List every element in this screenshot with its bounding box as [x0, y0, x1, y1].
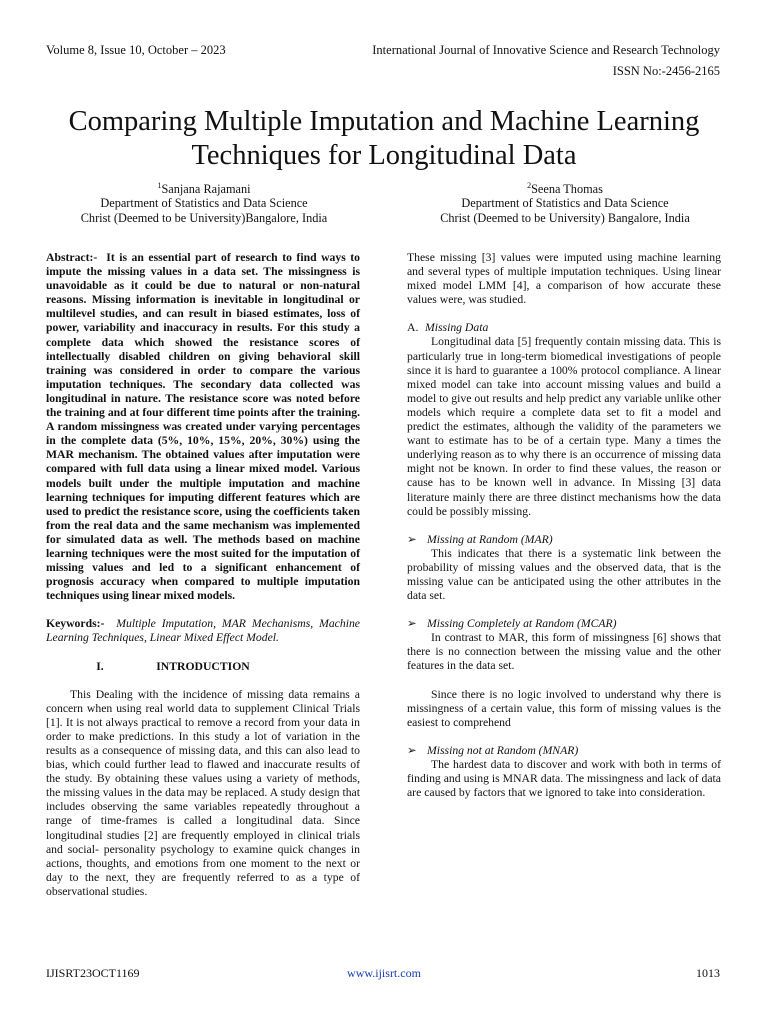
paper-title: Comparing Multiple Imputation and Machine Learning Techniques for Longitudinal Data	[68, 106, 700, 172]
author-department: Department of Statistics and Data Science	[100, 196, 308, 211]
issn: ISSN No:-2456-2165	[612, 64, 720, 78]
abstract-label: Abstract:-	[46, 251, 98, 264]
missing-data-paragraph: Longitudinal data [5] frequently contain missing data. This is particularly true in long-term biomedical investigations of people since it is hard to guarantee a 100% protocol compliance. A linear mixed model can take into account missing values and build a model to give out results and help predict any variable unlike other models which require a complete data set to fit a model and predict the estimates, although the validity of the parameters we want to estimate has to be of a certain type. Many a times the underlying reason as to why there is an occurrence of missing data might not be known. In order to find these values, the reason or cause has to be known well in advance. In Missing [3] data literature mainly there are three distinct mechanisms how the data could be possibly missing.	[407, 335, 721, 518]
intro-continued: These missing [3] values were imputed using machine learning and several types of multiple imputation techniques. Using linear mixed model LMM [4], a comparison of how accurate these values were, was studied.	[407, 251, 721, 307]
mnar-paragraph: The hardest data to discover and work with both in terms of finding and using is MNAR data. The missingness and lack of data are caused by factors that we ignored to take into consideration.	[407, 757, 721, 800]
author-institution: Christ (Deemed to be University) Bangalore, India	[440, 210, 690, 225]
bullet-heading-mar	[407, 533, 721, 547]
section-number: I.	[96, 659, 104, 673]
section-title: INTRODUCTION	[156, 659, 250, 673]
paper-id: IJISRT23OCT1169	[46, 966, 140, 980]
subsection-heading-missing-data	[407, 321, 721, 335]
subsection-title: Missing Data	[425, 321, 489, 335]
mcar-paragraph: In contrast to MAR, this form of missingness [6] shows that there is no connection between the missing value and the other features in the data set.	[407, 631, 721, 673]
bullet-heading-mnar	[407, 744, 721, 758]
section-heading-introduction	[46, 660, 360, 674]
mcar-paragraph-2: Since there is no logic involved to understand why there is missingness of a certain value, this form of missing values is the easiest to comprehend	[407, 687, 721, 729]
journal-website-link[interactable]: www.ijisrt.com	[347, 966, 421, 980]
bullet-title: Missing Completely at Random (MCAR)	[427, 617, 617, 631]
author-number: 2	[527, 181, 532, 190]
keywords-text: Multiple Imputation, MAR Mechanisms, Machine Learning Techniques, Linear Mixed Effect Model.	[46, 617, 360, 645]
abstract-text: It is an essential part of research to find ways to impute the missing values in a data set. The missingness is unavoidable as it could be due to natural or non-natural reasons. Missing information is inevitable in longitudinal or multilevel studies, and can result in biased estimates, loss of power, variability and inaccuracy in results. For this study a complete data which showed the resistance scores of intellectually disabled children on giving behavioral skill training was considered in order to compare the various imputation techniques. The secondary data collected was longitudinal in nature. The resistance score was noted before the training and at four different time points after the training. A random missingness was created under varying percentages in the complete data (5%, 10%, 15%, 20%, 30%) using the MAR mechanism. The obtained values after imputation were compared with full data using a linear mixed model. Various models built under the multiple imputation and machine learning techniques for imputing different features which are used to predict the resistance score, using the coefficients taken from the real data and the same mechanism was implemented for simulated data as well. The methods based on machine learning techniques were the most suited for the imputation of missing values and led to a significant enhancement of prognosis accuracy when compared to multiple imputation techniques using linear mixed models.	[46, 251, 360, 603]
arrow-bullet-icon: ➢	[407, 532, 417, 546]
author-institution: Christ (Deemed to be University)Bangalore, India	[80, 210, 328, 225]
bullet-title: Missing not at Random (MNAR)	[427, 743, 579, 757]
author-department: Department of Statistics and Data Science	[461, 196, 669, 211]
intro-paragraph: This Dealing with the incidence of missing data remains a concern when using real world data to supplement Clinical Trials [1]. It is not always practical to remove a record from your data in order to make predictions. In this study a lot of variation in the results as a consequence of missing data, and this can also lead to bias, which could further lead to flawed and inaccurate results of the study. By obtaining these values using a variety of methods, the missing values in the data may be replaced. A study design that includes observing the same variables repeatedly throughout a range of time-frames is called a longitudinal data. Since longitudinal studies [2] are frequently employed in clinical trials and social- personality psychology to examine quick changes in actions, thoughts, and emotions from one moment to the next or day to the next, they are frequently referred to as a type of observational studies.	[46, 687, 360, 898]
right-column	[407, 251, 721, 800]
arrow-bullet-icon: ➢	[407, 743, 417, 757]
author-name: Sanjana Rajamani	[161, 182, 251, 197]
journal-name: International Journal of Innovative Science and Research Technology	[372, 43, 720, 57]
volume-issue: Volume 8, Issue 10, October – 2023	[46, 43, 226, 57]
author-block-2	[405, 179, 725, 225]
left-column	[46, 251, 360, 899]
bullet-title: Missing at Random (MAR)	[427, 532, 553, 546]
author-block-1	[44, 179, 364, 225]
subsection-label: A.	[407, 321, 419, 335]
keywords-label: Keywords:-	[46, 617, 105, 631]
page-number: 1013	[696, 966, 720, 980]
keywords	[46, 617, 360, 645]
arrow-bullet-icon: ➢	[407, 617, 417, 631]
abstract	[46, 251, 360, 603]
mar-paragraph: This indicates that there is a systematic link between the probability of missing values and the observed data, that is the missing value can be anticipated using the other attributes in the data set.	[407, 546, 721, 603]
bullet-heading-mcar	[407, 617, 721, 631]
author-number: 1	[157, 181, 162, 190]
author-name: Seena Thomas	[531, 182, 603, 197]
